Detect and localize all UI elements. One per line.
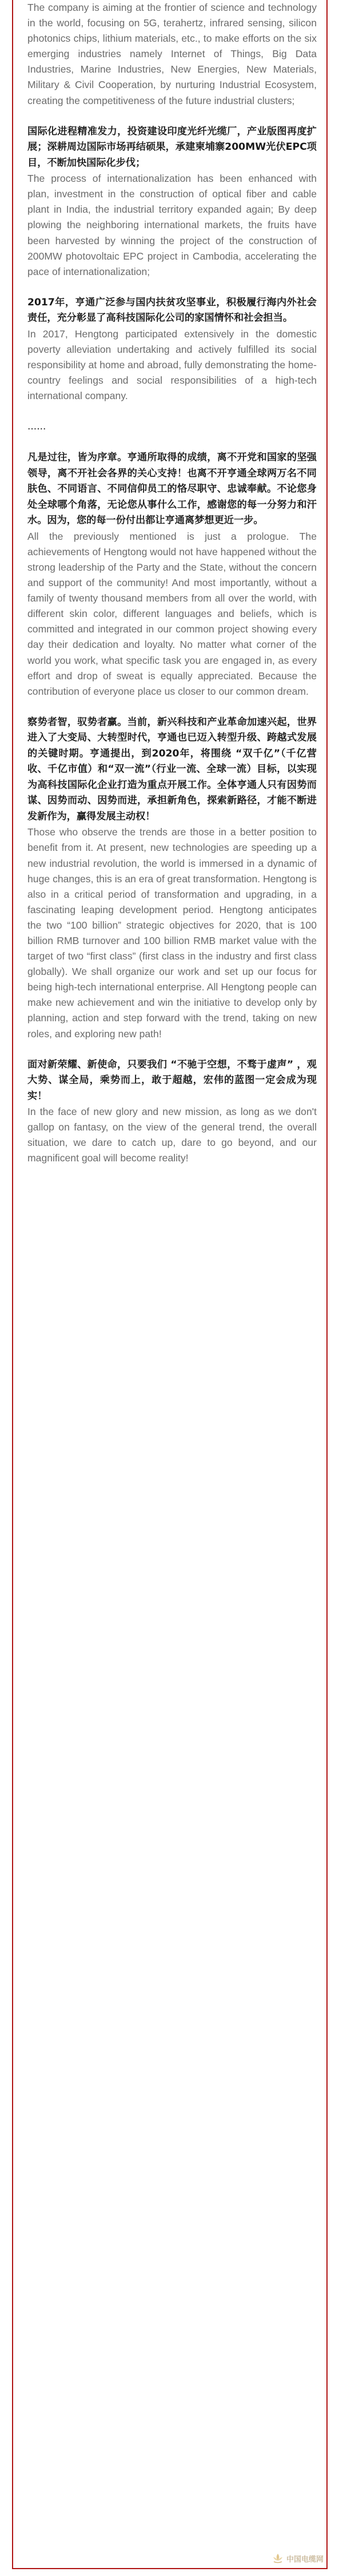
ellipsis-separator: ...... — [27, 421, 46, 433]
paragraph-2-english: The process of internationalization has been enhanced with plan, investment in the construction of optical fiber and cable plant in India, the industrial territory expanded again; By deep plowing the neighboring international markets, the fruits have been harvested by winning the project of the construction of 200MW photovoltaic EPC project in Cambodia, accelerating the pace of internationalization; — [27, 173, 317, 277]
paragraph-1-english: The company is aiming at the frontier of science and technology in the world, focusing on 5G, terahertz, infrared sensing, silicon photonics chips, lithium materials, etc., to make efforts on the six emerging industries namely Internet of Things, Big Data Industries, Marine Industries, New Energies, New Materials, Military & Civil Cooperation, by nurturing Industrial Ecosystem, creating the competitiveness of the future industrial clusters; — [27, 2, 317, 106]
paragraph-5-english: Those who observe the trends are those in a better position to benefit from it. At present, new technologies are speeding up a new industrial revolution, the world is immersed in a dynamic of huge changes, this is an era of great transformation. Hengtong is also in a critical period of transformation and upgrading, in a fascinating leaping development period. Hengtong anticipates the two “100 billion” strategic objectives for 2020, that is 100 billion RMB turnover and 100 billion RMB market value with the target of two “first class” (first class in the industry and first class globally). We shall organize our work and set up our focus for being high-tech international enterprise. All Hengtong people can make new achievement and win the initiative to develop only by planning, action and step forward with the trend, taking on new roles, and exploring new path! — [27, 826, 317, 1040]
paragraph-4-english: All the previously mentioned is just a prologue. The achievements of Hengtong would not have happened without the strong leadership of the Party and the State, without the concern and support of the community! And most importantly, without a family of twenty thousand members from all over the world, with different skin color, different languages and beliefs, which is committed and integrated in our common project showing every day their dedication and loyalty. No matter what corner of the world you work, what specific task you are engaged in, as every effort and drop of sweat is equally appreciated. Because the contribution of everyone place us closer to our common dream. — [27, 530, 317, 697]
paragraph-gap — [27, 435, 317, 450]
watermark-text: 中国电缆网 — [286, 2555, 324, 2564]
paragraph-4-chinese: 凡是过往，皆为序章。亨通所取得的成绩，离不开党和国家的坚强领导，离不开社会各界的关心支持！也离不开亨通全球两万名不同肤色、不同语言、不同信仰员工的恪尽职守、忠诚奉献。不论您身处全球哪个角落，无论您从事什么工作，感谢您的每一分努力和汗水。因为，您的每一份付出都让亨通离梦想更近一步。 — [27, 452, 317, 527]
paragraph-gap — [27, 1042, 317, 1057]
article-body — [27, 0, 317, 1166]
paragraph-6-english: In the face of new glory and new mission, as long as we don't gallop on fantasy, on the view of the general trend, the overall situation, we dare to catch up, dare to go beyond, and our magnificent goal will become reality! — [27, 1106, 317, 1164]
paragraph-gap — [27, 699, 317, 715]
paragraph-gap — [27, 280, 317, 295]
paragraph-gap — [27, 404, 317, 419]
paragraph-6-chinese: 面对新荣耀、新使命，只要我们 “不驰于空想，不骛于虚声” ，观大势、谋全局，乘势而上，敢于超越，宏伟的蓝图一定会成为现实！ — [27, 1058, 317, 1102]
paragraph-2-chinese: 国际化进程精准发力，投资建设印度光纤光缆厂，产业版图再度扩展；深耕周边国际市场再结硕果，承建柬埔寨200MW光伏EPC项目，不断加快国际化步伐； — [27, 125, 317, 169]
paragraph-3-chinese: 2017年，亨通广泛参与国内扶贫攻坚事业，积极履行海内外社会责任，充分彰显了高科技国际化公司的家国情怀和社会担当。 — [27, 296, 317, 324]
paragraph-3-english: In 2017, Hengtong participated extensively in the domestic poverty alleviation undertaking and actively fulfilled its social responsibility at home and abroad, fully demonstrating the home-country feelings and social responsibilities of a high-tech international company. — [27, 328, 317, 402]
site-watermark — [272, 2552, 324, 2565]
paragraph-gap — [27, 109, 317, 124]
lotus-logo-icon — [272, 2552, 284, 2565]
paragraph-5-chinese: 察势者智，驭势者赢。当前，新兴科技和产业革命加速兴起，世界进入了大变局、大转型时代，亨通也已迈入转型升级、跨越式发展的关键时期。亨通提出，到2020年，将围绕 “双千亿”（千亿营收、千亿市值）和“双一流”（行业一流、全球一流）目标，以实现为高科技国际化企业打造为重点开展工作。全体亨通人只有因势而谋、因势而动、因势而进，承担新角色，探索新路径，才能不断进发新作为，赢得发展主动权！ — [27, 716, 317, 822]
